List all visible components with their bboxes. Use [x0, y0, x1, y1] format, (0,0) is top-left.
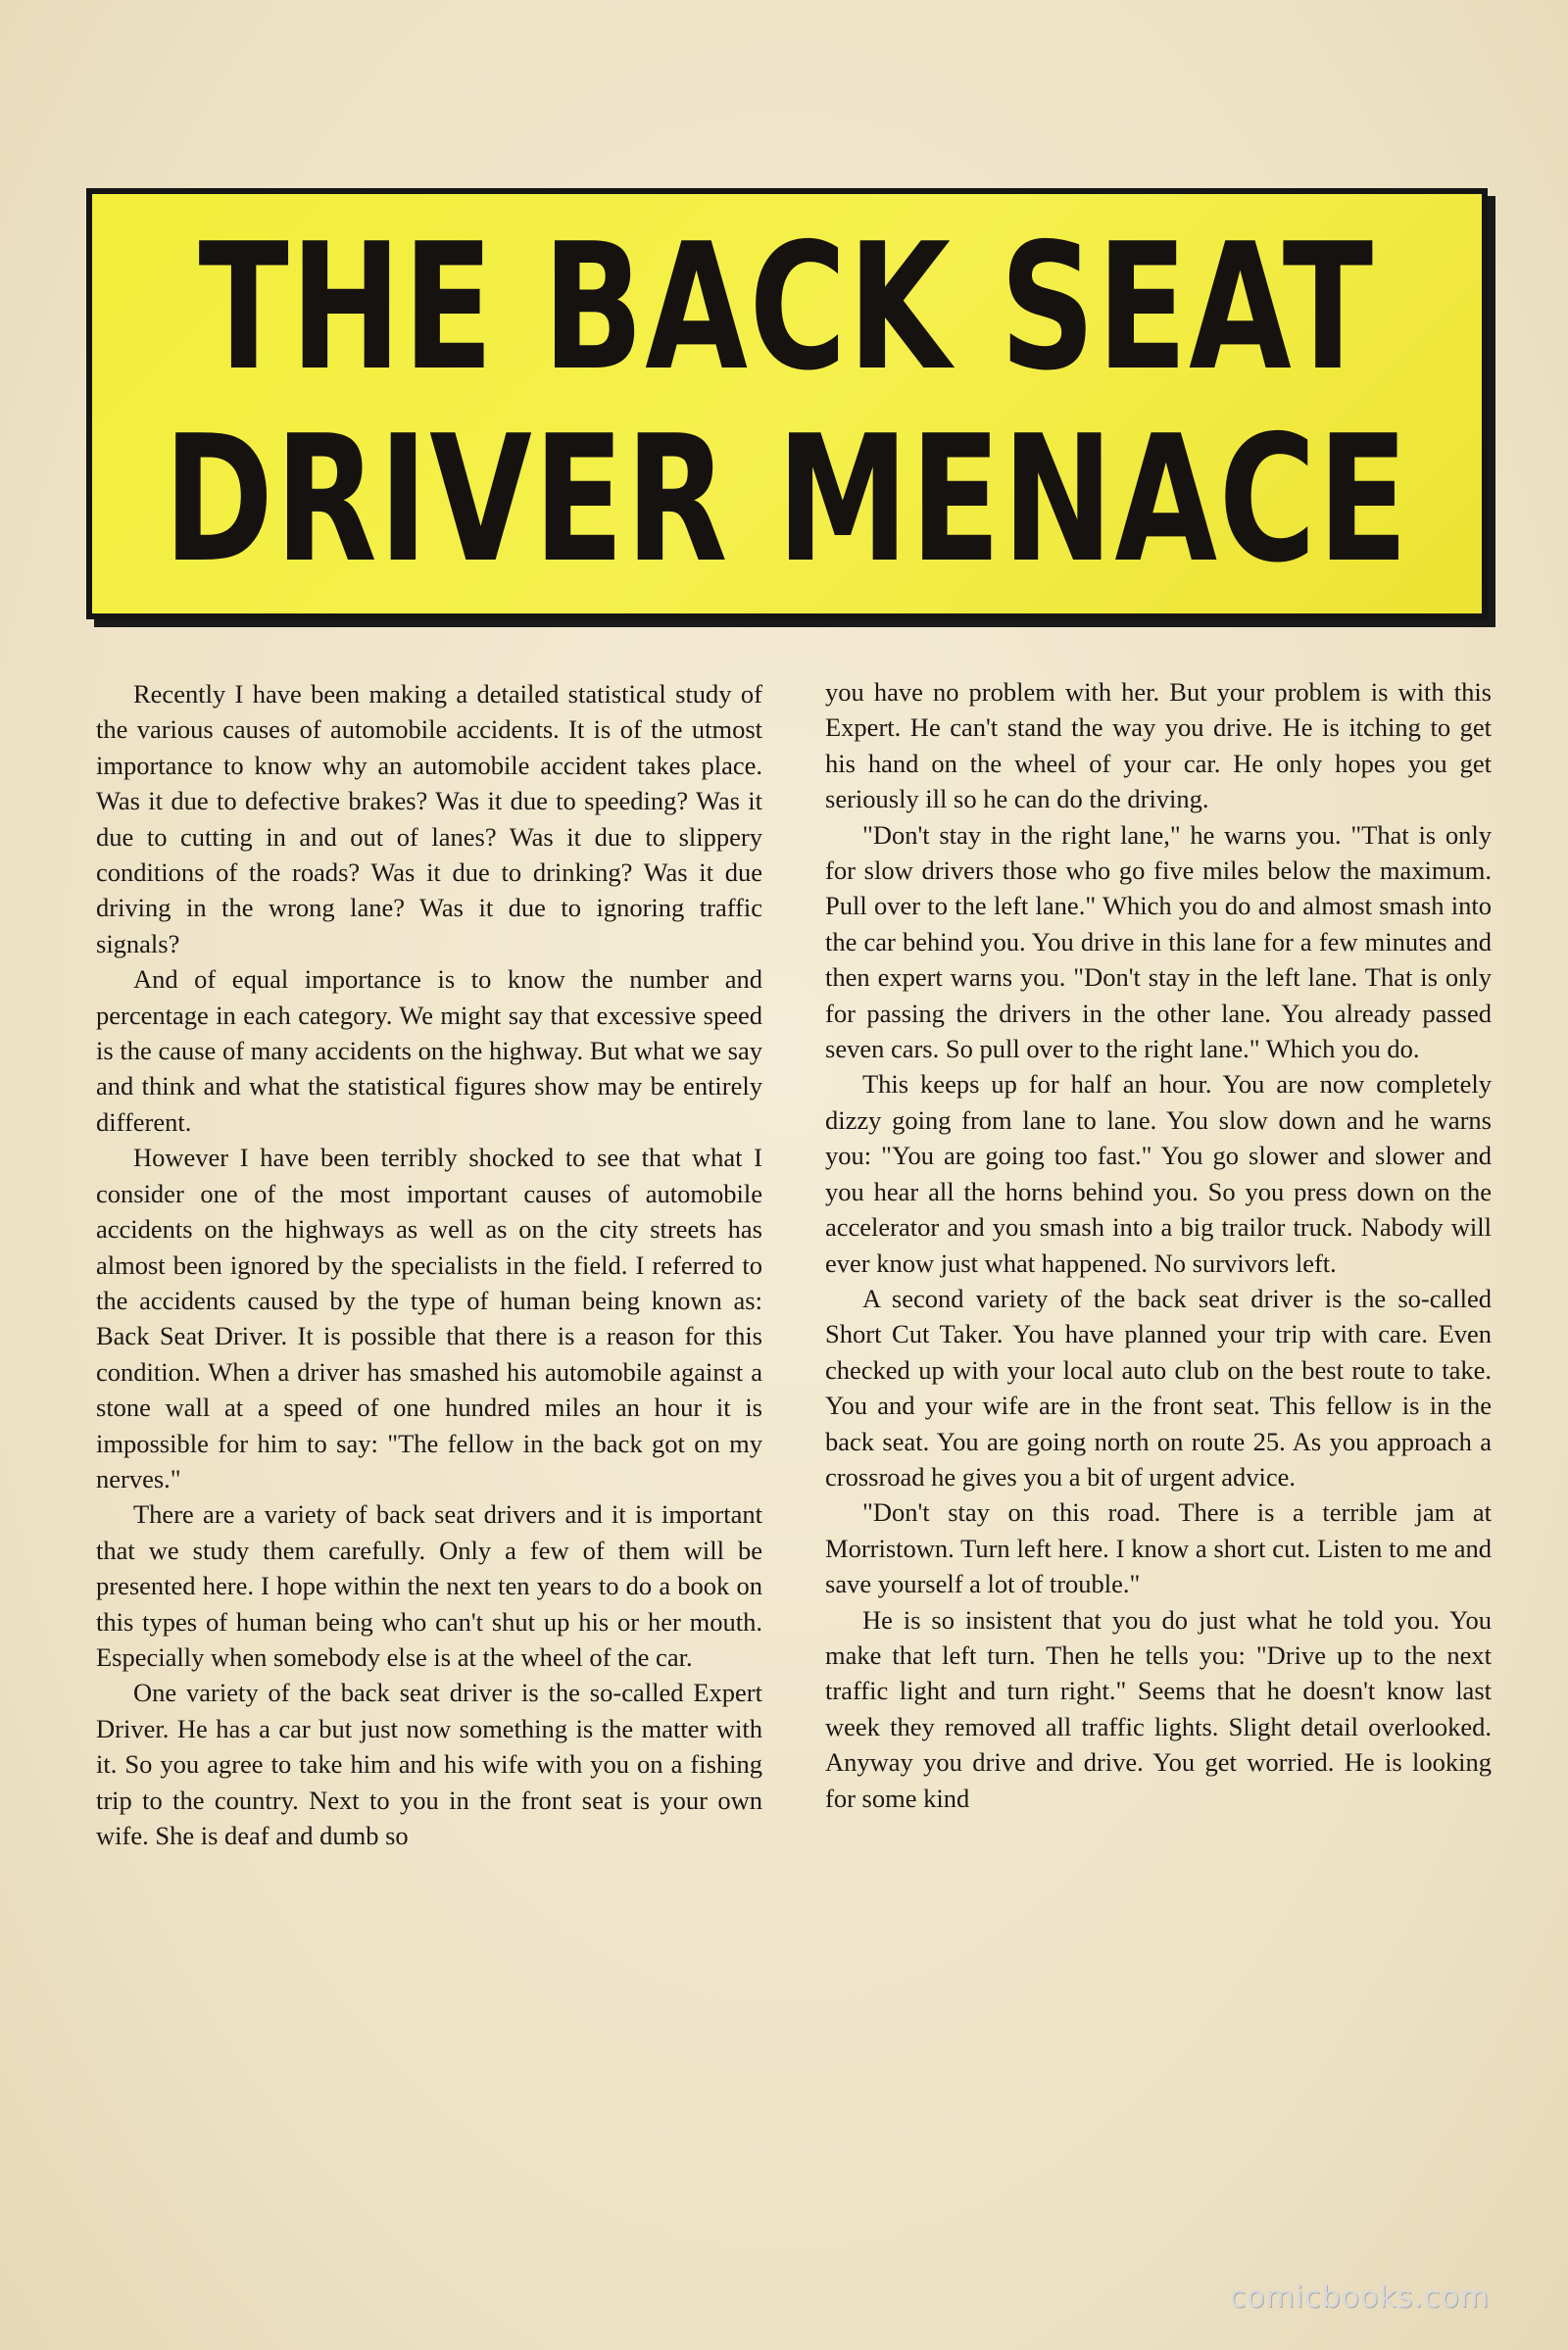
right-text-column: [825, 674, 1492, 1816]
paragraph: One variety of the back seat driver is the so-called Expert Driver. He has a car but just now something is the matter with it. So you agree to take him and his wife with you on a fishing trip to the country. Next to you in the front seat is your own wife. She is deaf and dumb so: [96, 1678, 762, 1850]
paragraph: "Don't stay in the right lane," he warns you. "That is only for slow drivers those who go five miles below the maximum. Pull over to the left lane." Which you do and almost smash into the car behind you. You drive in this lane for a few minutes and then expert warns you. "Don't stay in the left lane. That is only for passing the drivers in the other lane. You already passed seven cars. So pull over to the right lane." Which you do.: [825, 819, 1492, 1064]
title-line-2: DRIVER MENACE: [164, 398, 1410, 601]
paragraph: you have no problem with her. But your problem is with this Expert. He can't stand the way you drive. He is itching to get his hand on the wheel of your car. He only hopes you get seriously ill so he can do the driving.: [825, 677, 1492, 814]
paragraph: Recently I have been making a detailed statistical study of the various causes of automobile accidents. It is of the utmost importance to know why an automobile accident takes place. Was it due to defective brakes? Was it due to speeding? Was it due to cutting in and out of lanes? Was it due to slippery conditions of the roads? Was it due to drinking? Was it due driving in the wrong lane? Was it due to ignoring traffic signals?: [96, 679, 762, 958]
watermark: comicbooks.com: [1229, 2280, 1490, 2315]
title-line-1: THE BACK SEAT: [198, 206, 1376, 409]
title-banner: [86, 188, 1488, 619]
paragraph: There are a variety of back seat drivers and it is important that we study them carefully. Only a few of them will be presented here. I hope within the next ten years to do a book on this types of human being who can't shut up his or her mouth. Especially when somebody else is at the wheel of the car.: [96, 1499, 762, 1672]
paragraph: And of equal importance is to know the number and percentage in each category. We might say that excessive speed is the cause of many accidents on the highway. But what we say and think and what the statistical figures show may be entirely different.: [96, 964, 762, 1137]
paragraph: However I have been terribly shocked to see that what I consider one of the most important causes of automobile accidents on the highways as well as on the city streets has almost been ignored by the specialists in the field. I referred to the accidents caused by the type of human being known as: Back Seat Driver. It is possible that there is a reason for this condition. When a driver has smashed his automobile against a stone wall at a speed of one hundred miles an hour it is impossible for him to say: "The fellow in the back got on my nerves.": [96, 1143, 762, 1493]
paragraph: This keeps up for half an hour. You are now completely dizzy going from lane to lane. You slow down and he warns you: "You are going too fast." You go slower and slower and you hear all the horns behind you. So you press down on the accelerator and you smash into a big trailor truck. Nabody will ever know just what happened. No survivors left.: [825, 1069, 1492, 1278]
paragraph: A second variety of the back seat driver is the so-called Short Cut Taker. You have planned your trip with care. Even checked up with your local auto club on the best route to take. You and your wife are in the front seat. This fellow is in the back seat. You are going north on route 25. As you approach a crossroad he gives you a bit of urgent advice.: [825, 1283, 1492, 1492]
paragraph: "Don't stay on this road. There is a terrible jam at Morristown. Turn left here. I know a short cut. Listen to me and save yourself a lot of trouble.": [825, 1497, 1492, 1599]
left-text-column: [96, 676, 762, 1853]
paragraph: He is so insistent that you do just what he told you. You make that left turn. Then he tells you: "Drive up to the next traffic light and turn right." Seems that he doesn't know last week they removed all traffic lights. Slight detail overlooked. Anyway you drive and drive. You get worried. He is looking for some kind: [825, 1604, 1492, 1813]
